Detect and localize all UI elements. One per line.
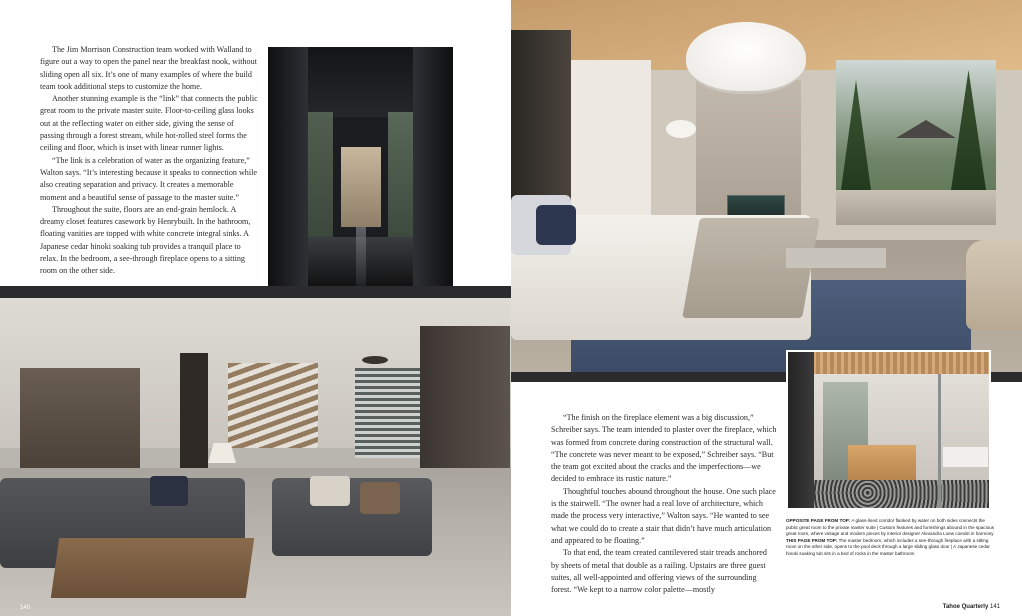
- paragraph: Thoughtful touches abound throughout the house. One such place is the stairwell. “The owner had a real love of architecture, which made the process very interactive,” Walton says. “He wanted to see what we could do to create a stair that didn’t have much articulation and appeared to be floating.”: [551, 486, 776, 545]
- caption-lead: OPPOSITE PAGE FROM TOP:: [786, 518, 851, 523]
- page-number-right: 141: [989, 604, 1000, 610]
- bathroom-photo: [786, 350, 991, 510]
- right-page: [511, 0, 1022, 616]
- paragraph: “The finish on the fireplace element was a big discussion,” Schreiber says. The team intended to plaster over the fireplace, which was formed from concrete during construction of the structural wall. “The concrete was never meant to be exposed,” Schreiber says. “But the team got excited about the cracks and the imperfections—we decided to embrace its rustic nature.”: [551, 413, 777, 484]
- paragraph: To that end, the team created cantilevered stair treads anchored by sheets of metal that double as a railing. Upstairs are three guest suites, all well-appointed and offering views of the surrounding forest. “We kept to a narrow color palette—mostly: [551, 548, 767, 595]
- paragraph: “The link is a celebration of water as the organizing feature,” Walton says. “It’s interesting because it speaks to connection while also creating separation and privacy. It creates a memorable moment and a beautiful sense of passage to the master suite.”: [40, 155, 257, 202]
- bedroom-photo: [511, 0, 1022, 372]
- paragraph: Another stunning example is the “link” that connects the public great room to the private master suite. Floor-to-ceiling glass looks out at the reflecting water on either side, giving the sense of passing through a forest stream, while hot-rolled steel forms the ceiling and floor, which is inset with linear runner lights.: [40, 94, 258, 153]
- paragraph: The Jim Morrison Construction team worked with Walland to figure out a way to open the panel near the breakfast nook, without sliding open all six. It’s one of many examples of where the build team took additional steps to customize the home.: [40, 45, 257, 91]
- right-page-body: [551, 412, 777, 596]
- caption-lead: THIS PAGE FROM TOP:: [786, 537, 838, 543]
- folio: [943, 604, 1000, 610]
- page-number-left: 140: [20, 605, 31, 611]
- divider-bar: [0, 286, 511, 298]
- corridor-photo: [268, 47, 453, 287]
- left-page-body: [40, 44, 260, 278]
- publication-name: Tahoe Quarterly: [942, 604, 989, 610]
- paragraph: Throughout the suite, floors are an end-grain hemlock. A dreamy closet features casework by Henrybuilt. In the bathroom, floating vanities are topped with white concrete integral sinks. A Japanese cedar hinoki soaking tub provides a tranquil place to relax. In the bedroom, a see-through fireplace opens to a sitting room on the other side.: [40, 204, 251, 276]
- photo-caption: [786, 518, 996, 557]
- living-room-photo: [0, 298, 511, 616]
- caption-text: A glass-lined corridor flanked by water on both sides connects the public great room to the private master suite | Custom features and furnishings abound in the spacious great room, where vintage and modern pieces by interior designer Alexandra Loew coexist in harmony: [786, 518, 995, 536]
- caption-text: The master bedroom, which includes a see-through fireplace with a sitting room on the other side, opens to the pool deck through a large sliding glass door | A Japanese cedar hinoki soaking tub sits in a bed of rocks in the master bathroom: [786, 537, 990, 556]
